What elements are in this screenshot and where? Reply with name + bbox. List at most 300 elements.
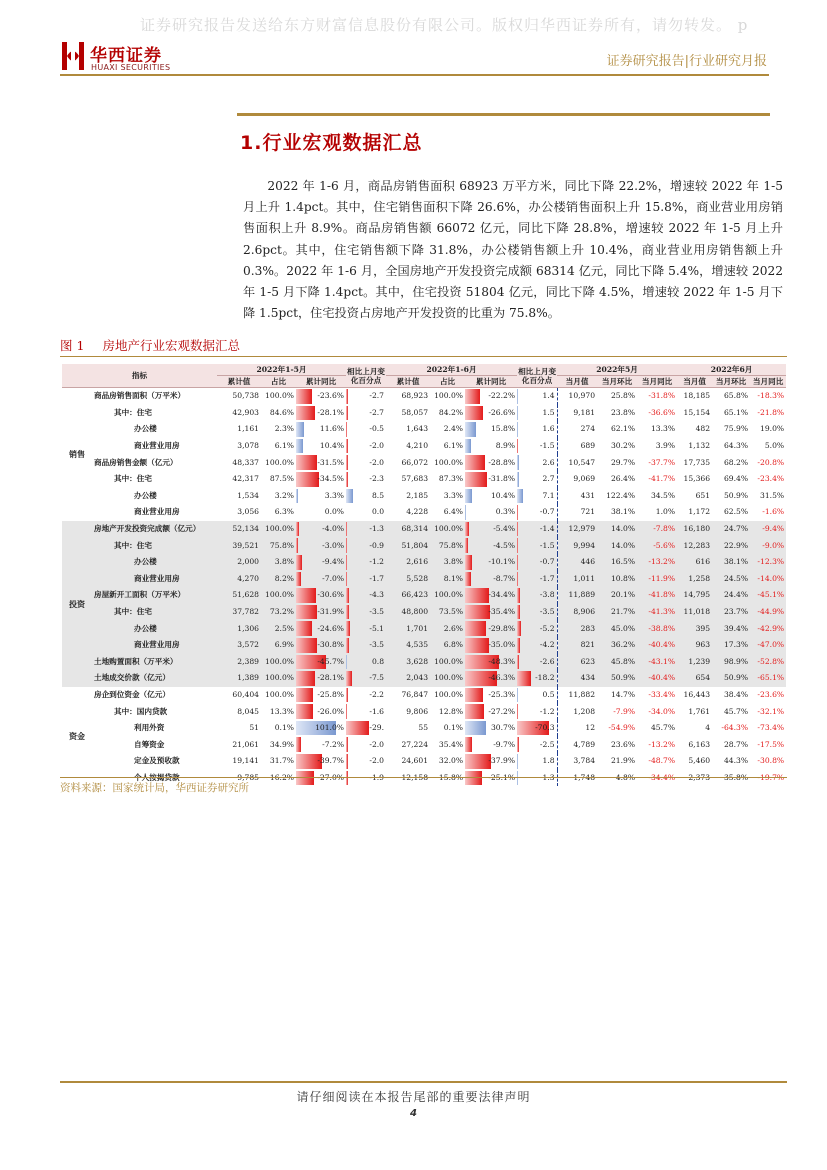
report-type-label: 证券研究报告|行业研究月报: [606, 54, 767, 69]
data-cell: 1,258: [677, 571, 712, 588]
cum-yoy-cell-value: -46.3%: [488, 673, 516, 683]
pct-change-cell-value: -2.0: [369, 756, 385, 766]
table-row: [62, 736, 786, 753]
pct-change-cell: [346, 554, 386, 571]
data-cell: 4,789: [573, 739, 596, 749]
pct-change-cell-value: -3.5: [369, 640, 385, 650]
data-cell: 73.5%: [430, 604, 465, 621]
cum-yoy-cell-value: 101.0%: [315, 723, 345, 733]
data-cell: -36.6%: [648, 407, 676, 417]
data-cell: -37.7%: [648, 457, 676, 467]
data-cell: 21,061: [232, 739, 259, 749]
cum-yoy-cell: [296, 703, 346, 720]
pct-change-cell-bar: [346, 489, 353, 504]
figure-number: 图 1: [60, 338, 85, 353]
cum-yoy-cell: [465, 736, 517, 753]
pct-change-cell-value: -0.9: [369, 540, 385, 550]
data-cell: 60,404: [232, 689, 259, 699]
pct-change-cell-bar: [517, 489, 523, 504]
cum-yoy-cell: [296, 421, 346, 438]
cum-yoy-cell-value: -4.5%: [493, 540, 516, 550]
cum-yoy-cell-value: 10.4%: [490, 490, 516, 500]
indicator-name: 商品房销售金额（亿元）: [94, 457, 178, 467]
data-cell: 17.3%: [712, 637, 750, 654]
data-cell: 100.0%: [265, 689, 294, 699]
data-cell: 0.1%: [443, 723, 464, 733]
data-cell: 446: [557, 554, 597, 571]
table-group-header-row: [62, 364, 786, 376]
table-row: [62, 521, 786, 538]
cum-yoy-cell-value: -35.4%: [488, 607, 516, 617]
data-cell: 38.1%: [610, 507, 636, 517]
cum-yoy-cell-bar: [465, 489, 472, 504]
cum-yoy-cell-bar: [465, 572, 471, 587]
data-cell: 42,903: [232, 407, 259, 417]
table-row: [62, 571, 786, 588]
indicator-name: 商品房销售面积（万平米）: [94, 391, 186, 401]
data-cell: -17.5%: [757, 739, 785, 749]
table-row: [62, 670, 786, 687]
cum-yoy-cell: [296, 670, 346, 687]
pct-change-cell: [346, 654, 386, 671]
cum-yoy-cell-bar: [296, 522, 299, 537]
cum-yoy-cell-value: -9.4%: [322, 557, 345, 567]
cum-yoy-cell: [296, 554, 346, 571]
cum-yoy-cell-value: -8.7%: [493, 573, 516, 583]
data-cell: 20.1%: [597, 587, 637, 604]
data-cell: -64.3%: [721, 723, 749, 733]
figure-title: 房地产行业宏观数据汇总: [102, 338, 240, 353]
pct-change-cell-bar: [346, 605, 349, 620]
cum-yoy-cell-value: 30.7%: [490, 723, 516, 733]
cum-yoy-cell-value: 10.4%: [319, 441, 345, 451]
cum-yoy-cell-bar: [465, 389, 480, 404]
table-row: [62, 405, 786, 422]
cum-yoy-cell-bar: [465, 704, 484, 719]
data-cell: -31.8%: [648, 391, 676, 401]
cum-yoy-cell: [465, 720, 517, 737]
data-cell: -40.4%: [637, 670, 677, 687]
pct-change-cell: [517, 736, 557, 753]
data-cell: -23.4%: [757, 474, 785, 484]
pct-change-cell-value: -2.5: [539, 739, 555, 749]
pct-change-cell-value: 1.3: [542, 772, 555, 782]
data-cell: 29.7%: [610, 457, 636, 467]
indicator-name: 定金及预收款: [134, 756, 180, 766]
cum-yoy-cell-bar: [296, 704, 313, 719]
cum-yoy-cell: [465, 438, 517, 455]
cum-yoy-cell-value: -25.3%: [488, 689, 516, 699]
pct-change-cell-value: -2.0: [369, 441, 385, 451]
pct-change-cell: [346, 537, 386, 554]
table-row: [62, 488, 786, 505]
cum-yoy-cell: [296, 654, 346, 671]
data-cell: 100.0%: [261, 521, 296, 538]
legal-notice: 请仔细阅读在本报告尾部的重要法律声明: [296, 1090, 531, 1104]
pct-change-cell-value: -1.2: [369, 557, 385, 567]
data-cell: 22.9%: [712, 537, 750, 554]
data-cell: 2,185: [406, 490, 429, 500]
data-cell: 45.7%: [723, 706, 749, 716]
cum-yoy-cell-value: -27.2%: [488, 706, 516, 716]
cum-yoy-cell-bar: [465, 721, 486, 736]
data-cell: 34.5%: [650, 490, 676, 500]
data-cell: 50.9%: [712, 670, 750, 687]
pct-change-cell-bar: [517, 538, 518, 553]
header-sub-4: 相比上月变化百分点: [346, 364, 386, 388]
cum-yoy-cell-value: -7.0%: [322, 573, 345, 583]
pct-change-cell: [346, 421, 386, 438]
pct-change-cell-bar: [346, 638, 349, 653]
data-cell: 58,057: [401, 407, 429, 417]
data-cell: -9.4%: [750, 521, 786, 538]
pct-change-cell-value: -2.0: [369, 457, 385, 467]
data-cell: 15.8%: [438, 772, 464, 782]
data-cell: 31.5%: [760, 490, 785, 500]
pct-change-cell: [517, 637, 557, 654]
data-cell: 721: [580, 507, 596, 517]
data-cell: -41.7%: [648, 474, 676, 484]
cum-yoy-cell: [465, 471, 517, 488]
pct-change-cell-value: -1.3: [369, 524, 385, 534]
data-cell: 1,208: [573, 706, 596, 716]
data-cell: 6.3%: [274, 507, 294, 517]
data-cell: 100.0%: [265, 391, 294, 401]
data-cell: 75.8%: [430, 537, 465, 554]
cum-yoy-cell-bar: [296, 638, 317, 653]
pct-change-cell: [346, 703, 386, 720]
data-cell: -32.1%: [757, 706, 785, 716]
header-sub-11: 当月同比: [637, 376, 677, 388]
category-label: 资金: [62, 687, 92, 787]
data-cell: 24.7%: [712, 521, 750, 538]
cum-yoy-cell-value: -28.1%: [317, 673, 345, 683]
data-cell: 10,547: [568, 457, 596, 467]
data-cell: 122.4%: [606, 490, 636, 500]
data-cell: 68,923: [401, 391, 429, 401]
data-cell: -7.8%: [637, 521, 677, 538]
data-cell: 50,738: [232, 391, 259, 401]
pct-change-cell-value: -4.3: [369, 590, 385, 600]
data-cell: -13.2%: [637, 554, 677, 571]
data-cell: 23.6%: [610, 739, 636, 749]
cum-yoy-cell: [465, 703, 517, 720]
data-cell: 9,806: [406, 706, 429, 716]
data-cell: 616: [677, 554, 712, 571]
cum-yoy-cell-value: -9.7%: [493, 739, 516, 749]
data-cell: 3,056: [237, 507, 259, 517]
header-group-jan-jun: 2022年1-6月: [386, 364, 517, 376]
pct-change-cell-value: -3.5: [369, 607, 385, 617]
data-cell: 3.8%: [430, 554, 465, 571]
data-cell: 48,337: [232, 457, 259, 467]
pct-change-cell-value: -1.4: [539, 524, 555, 534]
cum-yoy-cell: [296, 620, 346, 637]
cum-yoy-cell-bar: [296, 671, 315, 686]
pct-change-cell-bar: [517, 737, 519, 752]
data-cell: -1.6%: [762, 507, 785, 517]
cum-yoy-cell-value: -31.8%: [488, 474, 516, 484]
pct-change-cell-value: -1.5: [539, 540, 555, 550]
data-cell: 21.7%: [597, 604, 637, 621]
data-cell: 98.9%: [712, 654, 750, 671]
pct-change-cell-bar: [517, 638, 520, 653]
data-cell: 12,283: [677, 537, 712, 554]
pct-change-cell-bar: [346, 621, 350, 636]
data-cell: 6.4%: [443, 507, 464, 517]
cum-yoy-cell-bar: [296, 737, 301, 752]
data-cell: -7.9%: [613, 706, 636, 716]
data-cell: 11,889: [557, 587, 597, 604]
pct-change-cell-value: -2.7: [369, 391, 385, 401]
data-cell: 1,701: [386, 620, 430, 637]
data-cell: 3,078: [237, 441, 259, 451]
pct-change-cell: [517, 753, 557, 770]
data-cell: 1,534: [237, 490, 259, 500]
pct-change-cell: [517, 504, 557, 521]
data-cell: 13.3%: [650, 424, 676, 434]
cum-yoy-cell-value: -31.5%: [317, 457, 345, 467]
cum-yoy-cell-value: 0.3%: [495, 507, 516, 517]
cum-yoy-cell-value: -7.2%: [322, 739, 345, 749]
data-cell: 52,134: [217, 521, 261, 538]
data-cell: 689: [580, 441, 596, 451]
pct-change-cell-bar: [346, 538, 347, 553]
header-group-jan-may: 2022年1-5月: [217, 364, 346, 376]
header-sub-6: 占比: [430, 376, 465, 388]
data-cell: 24,601: [401, 756, 429, 766]
data-cell: -47.0%: [750, 637, 786, 654]
indicator-name: 土地成交价款（亿元）: [92, 670, 217, 687]
cum-yoy-cell-bar: [465, 555, 472, 570]
cum-yoy-cell-value: -22.2%: [488, 391, 516, 401]
cum-yoy-cell-bar: [465, 638, 489, 653]
table-row: [62, 537, 786, 554]
data-cell: 75.9%: [723, 424, 749, 434]
pct-change-cell: [517, 405, 557, 422]
pct-change-cell-value: -4.2: [539, 640, 555, 650]
data-cell: 12,158: [401, 772, 429, 782]
company-logo: [60, 40, 190, 76]
data-cell: 75.8%: [261, 537, 296, 554]
data-cell: 100.0%: [430, 587, 465, 604]
pct-change-cell-value: -7.5: [369, 673, 385, 683]
cum-yoy-cell-bar: [465, 621, 486, 636]
data-cell: 4.8%: [615, 772, 636, 782]
pct-change-cell-value: 0.0: [371, 507, 385, 517]
data-cell: 35.4%: [438, 739, 464, 749]
cum-yoy-cell-bar: [296, 389, 312, 404]
data-cell: 1.0%: [655, 507, 676, 517]
cum-yoy-cell: [296, 521, 346, 538]
pct-change-cell: [346, 720, 386, 737]
cum-yoy-cell: [296, 405, 346, 422]
cum-yoy-cell: [465, 554, 517, 571]
indicator-name: 其中：住宅: [114, 474, 152, 484]
pct-change-cell: [517, 471, 557, 488]
data-cell: 50.9%: [597, 670, 637, 687]
cum-yoy-cell: [296, 571, 346, 588]
cum-yoy-cell: [296, 587, 346, 604]
data-cell: -44.9%: [750, 604, 786, 621]
data-cell: 9,785: [237, 772, 259, 782]
data-cell: 100.0%: [430, 670, 465, 687]
data-cell: 2,043: [386, 670, 430, 687]
data-cell: 482: [695, 424, 711, 434]
logo-chinese-name: 华西证券: [90, 46, 162, 66]
section-divider: [237, 113, 770, 116]
pct-change-cell: [517, 454, 557, 471]
pct-change-cell-value: 0.5: [542, 689, 555, 699]
cum-yoy-cell-value: -45.7%: [317, 656, 345, 666]
data-cell: 12: [585, 723, 596, 733]
pct-change-cell-bar: [517, 588, 520, 603]
data-cell: 651: [695, 490, 711, 500]
pct-change-cell-value: -1.5: [539, 441, 555, 451]
data-cell: 4,210: [406, 441, 429, 451]
cum-yoy-cell-value: -28.1%: [317, 407, 345, 417]
pct-change-cell-value: -18.2: [535, 673, 555, 683]
pct-change-cell-bar: [346, 704, 347, 719]
data-cell: 1,389: [217, 670, 261, 687]
cum-yoy-cell-value: -28.8%: [488, 457, 516, 467]
pct-change-cell-bar: [346, 572, 347, 587]
pct-change-cell-bar: [517, 406, 518, 421]
data-cell: 1,239: [677, 654, 712, 671]
data-cell: 1,161: [237, 424, 259, 434]
data-cell: 283: [557, 620, 597, 637]
pct-change-cell: [346, 637, 386, 654]
cum-yoy-cell-value: 3.3%: [324, 490, 345, 500]
cum-yoy-cell-bar: [296, 572, 301, 587]
header-sub-7: 累计同比: [465, 376, 517, 388]
data-cell: 3.9%: [655, 441, 676, 451]
pct-change-cell-value: -1.6: [369, 706, 385, 716]
data-cell: 25.8%: [610, 391, 636, 401]
pct-change-cell-value: 1.5: [542, 407, 555, 417]
table-row: [62, 720, 786, 737]
data-cell: -52.8%: [750, 654, 786, 671]
data-cell: 1,306: [217, 620, 261, 637]
cum-yoy-cell-bar: [465, 688, 483, 703]
data-cell: 65.8%: [723, 391, 749, 401]
cum-yoy-cell-value: -37.9%: [488, 756, 516, 766]
data-cell: 8.1%: [430, 571, 465, 588]
cum-yoy-cell-value: -34.5%: [317, 474, 345, 484]
data-cell: 45.0%: [597, 620, 637, 637]
data-cell: 37,782: [217, 604, 261, 621]
data-cell: 3,784: [573, 756, 596, 766]
data-cell: 19,141: [232, 756, 259, 766]
cum-yoy-cell-bar: [296, 588, 316, 603]
cum-yoy-cell-bar: [296, 455, 317, 470]
data-cell: 87.5%: [269, 474, 294, 484]
pct-change-cell: [517, 604, 557, 621]
data-cell: -30.8%: [757, 756, 785, 766]
cum-yoy-cell-value: -35.0%: [488, 640, 516, 650]
category-label: 销售: [62, 388, 92, 521]
cum-yoy-cell-value: 8.9%: [495, 441, 516, 451]
data-cell: 1,132: [688, 441, 711, 451]
data-cell: 3.3%: [443, 490, 464, 500]
cum-yoy-cell-value: -26.6%: [488, 407, 516, 417]
pct-change-cell: [346, 405, 386, 422]
pct-change-cell-value: -0.7: [539, 507, 555, 517]
data-cell: 10.8%: [597, 571, 637, 588]
data-cell: 15,366: [683, 474, 711, 484]
data-cell: 100.0%: [261, 670, 296, 687]
pct-change-cell: [517, 620, 557, 637]
cum-yoy-cell-value: -3.0%: [322, 540, 345, 550]
data-cell: 5,528: [386, 571, 430, 588]
header-sub-12: 当月值: [677, 376, 712, 388]
cum-yoy-cell: [465, 620, 517, 637]
data-cell: 51,804: [386, 537, 430, 554]
cum-yoy-cell: [465, 405, 517, 422]
pct-change-cell-bar: [517, 439, 518, 454]
cum-yoy-cell: [465, 537, 517, 554]
table-row: [62, 454, 786, 471]
indicator-name: 其中：住宅: [92, 604, 217, 621]
cum-yoy-cell-value: -4.0%: [322, 524, 345, 534]
cum-yoy-cell: [296, 720, 346, 737]
cum-yoy-cell-value: -25.8%: [317, 689, 345, 699]
cum-yoy-cell: [465, 753, 517, 770]
cum-yoy-cell-value: -48.3%: [488, 656, 516, 666]
pct-change-cell-value: 2.6: [542, 457, 555, 467]
data-cell: 1,011: [557, 571, 597, 588]
data-cell: 65.1%: [723, 407, 749, 417]
pct-change-cell-bar: [517, 422, 518, 437]
pct-change-cell-value: -2.7: [369, 407, 385, 417]
pct-change-cell: [517, 687, 557, 704]
data-cell: -34.0%: [648, 706, 676, 716]
data-cell: 100.0%: [430, 654, 465, 671]
pct-change-cell-bar: [517, 522, 518, 537]
logo-english-name: HUAXI SECURITIES: [91, 63, 171, 72]
cum-yoy-cell-bar: [465, 737, 472, 752]
data-cell: 0.1%: [274, 723, 294, 733]
data-cell: 3.8%: [261, 554, 296, 571]
data-cell: 8,045: [237, 706, 259, 716]
data-cell: 31.7%: [269, 756, 294, 766]
cum-yoy-cell: [465, 670, 517, 687]
pct-change-cell-value: -3.5: [539, 607, 555, 617]
cum-yoy-cell: [465, 388, 517, 405]
cum-yoy-cell-value: -29.8%: [488, 623, 516, 633]
cum-yoy-cell-value: -10.1%: [488, 557, 516, 567]
data-cell: 16.2%: [269, 772, 294, 782]
data-cell: 84.2%: [438, 407, 464, 417]
data-cell: 13.3%: [269, 706, 294, 716]
data-cell: 9,994: [557, 537, 597, 554]
cum-yoy-cell: [296, 438, 346, 455]
data-cell: 5.0%: [764, 441, 785, 451]
table-row: [62, 421, 786, 438]
data-cell: 45.8%: [597, 654, 637, 671]
data-cell: 4: [705, 723, 711, 733]
data-cell: -9.0%: [750, 537, 786, 554]
data-cell: 2,389: [217, 654, 261, 671]
data-cell: 434: [557, 670, 597, 687]
data-cell: -13.2%: [648, 739, 676, 749]
indicator-name: 商业营业用房: [134, 507, 180, 517]
data-cell: -19.7%: [757, 772, 785, 782]
data-cell: 17,735: [683, 457, 711, 467]
table-body: [62, 388, 786, 787]
table-row: [62, 554, 786, 571]
indicator-name: 土地购置面积（万平米）: [92, 654, 217, 671]
